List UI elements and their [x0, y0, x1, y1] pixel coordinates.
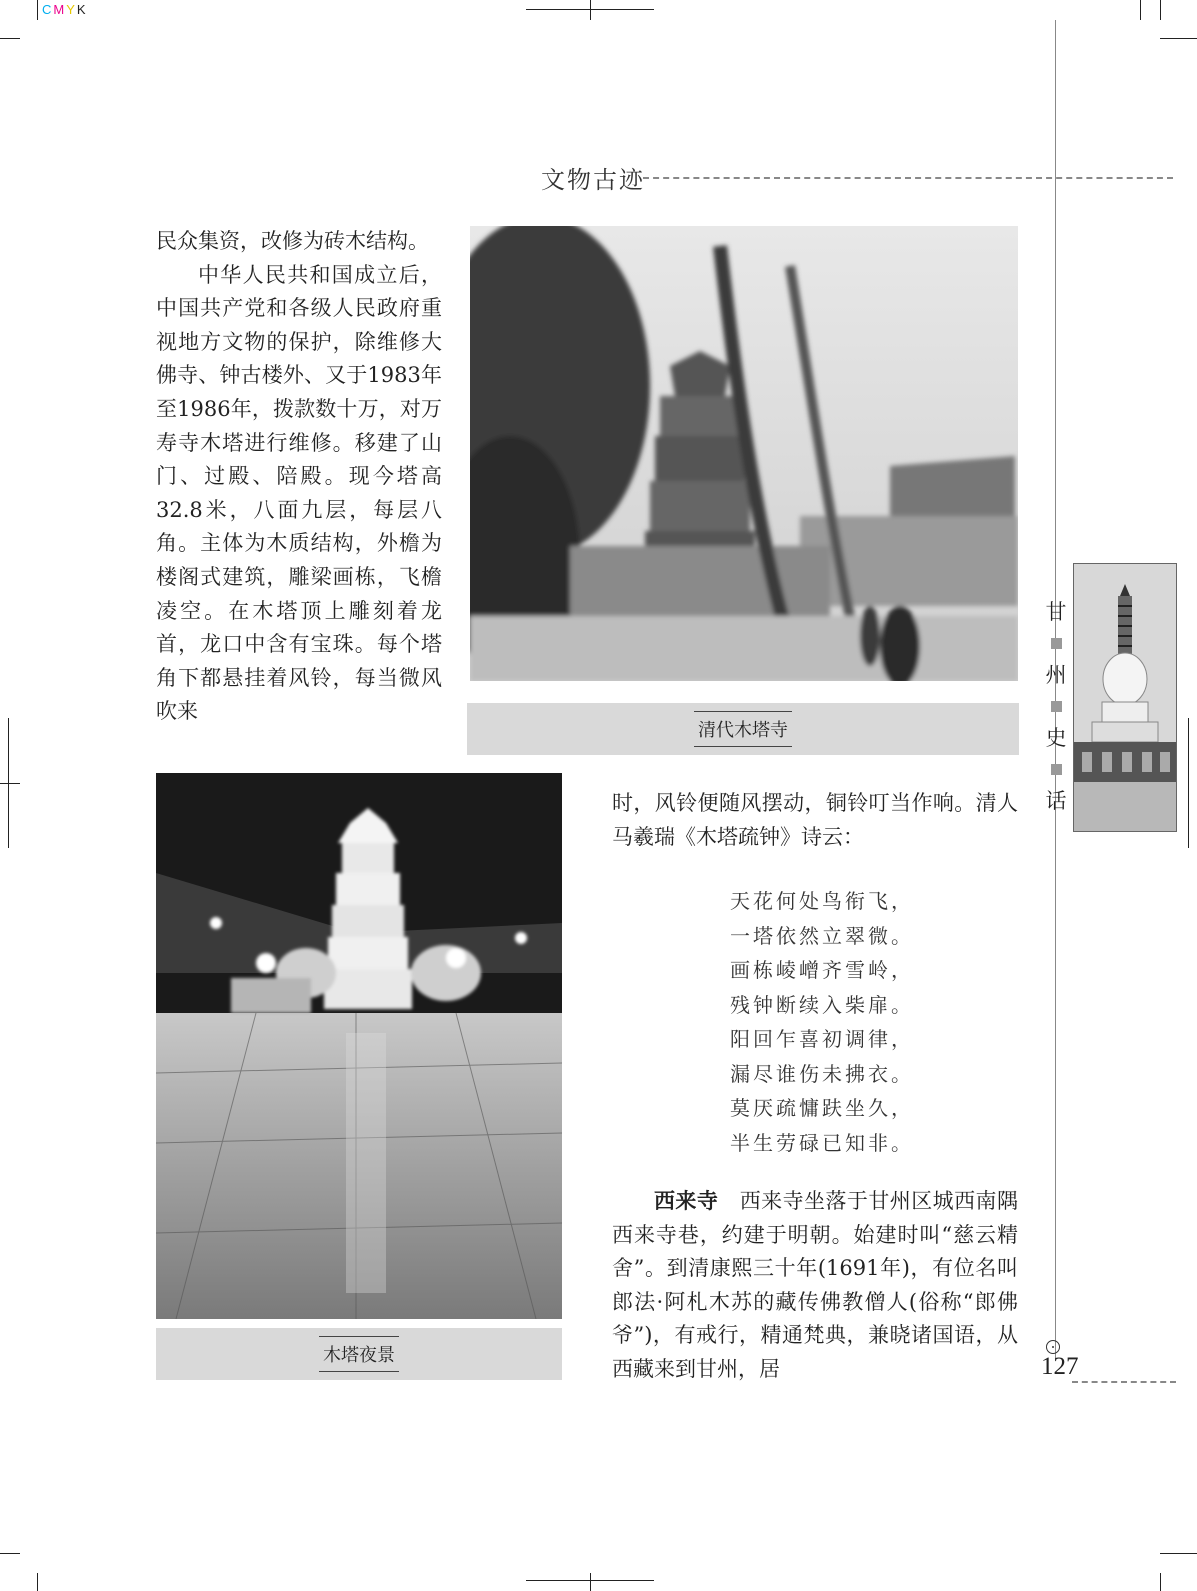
- sidebar-char: 甘: [1045, 600, 1067, 624]
- photo-caption-top: 清代木塔寺: [467, 703, 1019, 755]
- poem-line: 莫厌疏慵趺坐久，: [730, 1096, 914, 1120]
- poem-line: 残钟断续入柴扉。: [730, 992, 914, 1017]
- page-number: 127: [1041, 1353, 1079, 1380]
- sidebar-char: 州: [1045, 663, 1067, 687]
- xilai-temple-section: [612, 1185, 1018, 1387]
- crop-mark: [37, 0, 38, 20]
- sidebar-char: 史: [1045, 726, 1067, 750]
- poem-line: 画栋崚嶒齐雪岭，: [730, 958, 914, 982]
- paragraph: 民众集资，改修为砖木结构。: [156, 229, 429, 253]
- poem-line: 天花何处鸟衔飞，: [730, 889, 914, 913]
- photo-qing-pagoda-temple: [470, 226, 1018, 681]
- crop-mark: [590, 1573, 591, 1591]
- cmyk-color-bar: CMYK: [42, 2, 88, 17]
- sidebar-stupa-photo: [1073, 563, 1177, 832]
- crop-mark: [0, 783, 20, 784]
- square-bullet-icon: [1051, 701, 1062, 712]
- poem-line: 阳回乍喜初调律，: [730, 1027, 914, 1051]
- crop-mark: [1188, 718, 1189, 848]
- right-text-intro: [612, 787, 1018, 854]
- crop-mark: [1160, 1553, 1197, 1554]
- crop-mark: [590, 0, 591, 20]
- poem-line: 一塔依然立翠微。: [730, 923, 914, 948]
- running-header: 文物古迹: [541, 166, 645, 194]
- crop-mark: [1160, 38, 1197, 39]
- sidebar-book-title: [1044, 596, 1068, 817]
- header-dashed-rule: [643, 177, 1173, 179]
- section-text: 西来寺坐落于甘州区城西南隅西来寺巷，约建于明朝。始建时叫“慈云精舍”。到清康熙三十年(1691年)，有位名叫郎法·阿札木苏的藏传佛教僧人(俗称“郎佛爷”)，有戒行，精通梵典，兼晓诸国语，从西藏来到甘州，居: [612, 1189, 1018, 1381]
- photo-pagoda-night: [156, 773, 562, 1319]
- poem-line: 半生劳碌已知非。: [730, 1130, 914, 1155]
- photo-caption-bottom: 木塔夜景: [156, 1328, 562, 1380]
- crop-mark: [0, 1553, 20, 1554]
- footer-dashed-rule: [1072, 1381, 1176, 1383]
- section-title: 西来寺: [654, 1189, 719, 1213]
- paragraph: 中华人民共和国成立后，中国共产党和各级人民政府重视地方文物的保护，除维修大佛寺、钟古楼外、又于1983年至1986年，拨款数十万，对万寿寺木塔进行维修。移建了山门、过殿、陪殿。现今塔高32.8米，八面九层，每层八角。主体为木质结构，外檐为楼阁式建筑，雕梁画栋，飞檐凌空。在木塔顶上雕刻着龙首，龙口中含有宝珠。每个塔角下都悬挂着风铃，每当微风吹来: [156, 262, 442, 724]
- paragraph: [612, 1185, 1018, 1387]
- left-text-column: [156, 225, 442, 729]
- paragraph: 时，风铃便随风摆动，铜铃叮当作响。清人马羲瑞《木塔疏钟》诗云：: [612, 791, 1018, 849]
- crop-mark: [1160, 1573, 1161, 1591]
- crop-mark: [0, 38, 20, 39]
- poem: [730, 884, 914, 1160]
- poem-line: 漏尽谁伤未拂衣。: [730, 1061, 914, 1086]
- square-bullet-icon: [1051, 638, 1062, 649]
- page-marker-icon: [1046, 1340, 1060, 1354]
- square-bullet-icon: [1051, 764, 1062, 775]
- crop-mark: [37, 1573, 38, 1591]
- crop-mark: [1160, 0, 1161, 20]
- sidebar-char: 话: [1045, 789, 1067, 813]
- crop-mark: [1140, 0, 1141, 20]
